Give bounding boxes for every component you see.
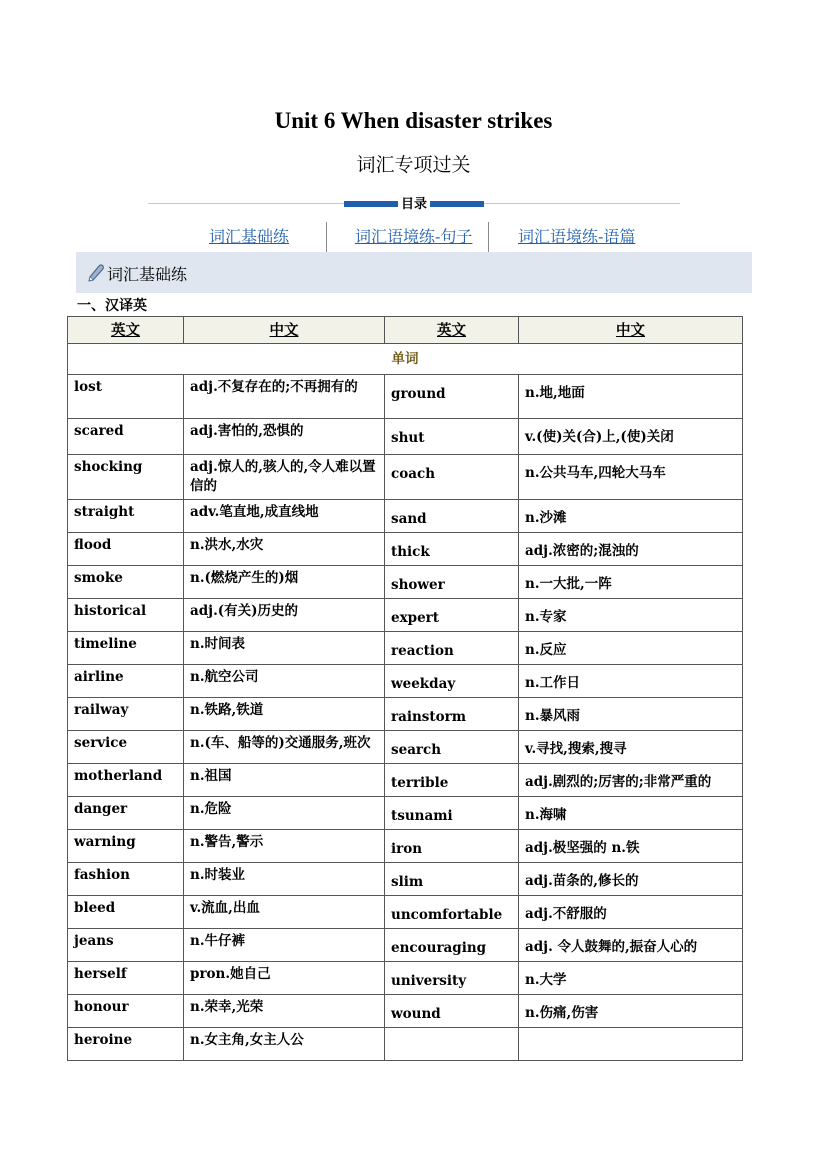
- english-word: shocking: [68, 455, 184, 500]
- vocab-table: [67, 316, 743, 1061]
- english-word: reaction: [385, 632, 519, 665]
- chinese-meaning: n.暴风雨: [519, 698, 743, 731]
- english-word: railway: [68, 698, 184, 731]
- chinese-meaning: adj.(有关)历史的: [184, 599, 385, 632]
- toc-separator: [326, 222, 327, 252]
- table-row: [68, 375, 743, 419]
- page-title: Unit 6 When disaster strikes: [274, 108, 553, 133]
- english-word: service: [68, 731, 184, 764]
- chinese-meaning: n.大学: [519, 962, 743, 995]
- header-english: 英文: [68, 317, 184, 344]
- table-row: [68, 995, 743, 1028]
- english-word: wound: [385, 995, 519, 1028]
- english-word: weekday: [385, 665, 519, 698]
- header-chinese: 中文: [184, 317, 385, 344]
- english-word: honour: [68, 995, 184, 1028]
- chinese-meaning: n.工作日: [519, 665, 743, 698]
- section-label: 词汇基础练: [107, 265, 188, 284]
- english-word: [385, 1028, 519, 1061]
- table-row: [68, 455, 743, 500]
- chinese-meaning: adj.不复存在的;不再拥有的: [184, 375, 385, 419]
- toc-link-basic[interactable]: 词汇基础练: [209, 227, 290, 246]
- part-heading: 一、汉译英: [77, 298, 147, 314]
- header-english: 英文: [385, 317, 519, 344]
- chinese-meaning: n.航空公司: [184, 665, 385, 698]
- chinese-meaning: adj.不舒服的: [519, 896, 743, 929]
- chinese-meaning: n.铁路,铁道: [184, 698, 385, 731]
- chinese-meaning: v.(使)关(合)上,(使)关闭: [519, 419, 743, 455]
- chinese-meaning: n.伤痛,伤害: [519, 995, 743, 1028]
- table-row: [68, 419, 743, 455]
- chinese-meaning: adj. 令人鼓舞的,振奋人心的: [519, 929, 743, 962]
- english-word: warning: [68, 830, 184, 863]
- english-word: rainstorm: [385, 698, 519, 731]
- table-row: [68, 566, 743, 599]
- english-word: sand: [385, 500, 519, 533]
- english-word: university: [385, 962, 519, 995]
- table-row: [68, 962, 743, 995]
- english-word: lost: [68, 375, 184, 419]
- chinese-meaning: adj.苗条的,修长的: [519, 863, 743, 896]
- chinese-meaning: adj.害怕的,恐惧的: [184, 419, 385, 455]
- english-word: timeline: [68, 632, 184, 665]
- table-row: [68, 599, 743, 632]
- chinese-meaning: v.寻找,搜索,搜寻: [519, 731, 743, 764]
- pen-icon: [86, 262, 106, 282]
- chinese-meaning: n.反应: [519, 632, 743, 665]
- table-row: [68, 896, 743, 929]
- chinese-meaning: n.沙滩: [519, 500, 743, 533]
- page-subtitle: 词汇专项过关: [356, 154, 471, 176]
- english-word: straight: [68, 500, 184, 533]
- chinese-meaning: n.一大批,一阵: [519, 566, 743, 599]
- table-row: [68, 764, 743, 797]
- chinese-meaning: n.时间表: [184, 632, 385, 665]
- english-word: jeans: [68, 929, 184, 962]
- table-row: [68, 797, 743, 830]
- english-word: flood: [68, 533, 184, 566]
- toc-bar-right: [428, 201, 484, 207]
- chinese-meaning: n.女主角,女主人公: [184, 1028, 385, 1061]
- toc-separator: [488, 222, 489, 252]
- toc-label: 目录: [398, 193, 430, 212]
- chinese-meaning: adj.浓密的;混浊的: [519, 533, 743, 566]
- toc-link-sentence[interactable]: 词汇语境练-句子: [355, 227, 473, 246]
- english-word: uncomfortable: [385, 896, 519, 929]
- chinese-meaning: n.地,地面: [519, 375, 743, 419]
- english-word: thick: [385, 533, 519, 566]
- chinese-meaning: n.公共马车,四轮大马车: [519, 455, 743, 500]
- chinese-meaning: v.流血,出血: [184, 896, 385, 929]
- chinese-meaning: n.荣幸,光荣: [184, 995, 385, 1028]
- english-word: iron: [385, 830, 519, 863]
- english-word: slim: [385, 863, 519, 896]
- chinese-meaning: adj.剧烈的;厉害的;非常严重的: [519, 764, 743, 797]
- section-header: [76, 252, 752, 293]
- english-word: airline: [68, 665, 184, 698]
- table-row: [68, 830, 743, 863]
- table-row: [68, 665, 743, 698]
- english-word: herself: [68, 962, 184, 995]
- chinese-meaning: n.时装业: [184, 863, 385, 896]
- table-row: [68, 1028, 743, 1061]
- toc-bar-left: [344, 201, 400, 207]
- toc-links: [0, 222, 827, 252]
- table-row: [68, 698, 743, 731]
- english-word: bleed: [68, 896, 184, 929]
- chinese-meaning: n.警告,警示: [184, 830, 385, 863]
- english-word: smoke: [68, 566, 184, 599]
- chinese-meaning: pron.她自己: [184, 962, 385, 995]
- table-row: [68, 533, 743, 566]
- chinese-meaning: n.(燃烧产生的)烟: [184, 566, 385, 599]
- english-word: motherland: [68, 764, 184, 797]
- chinese-meaning: n.海啸: [519, 797, 743, 830]
- english-word: scared: [68, 419, 184, 455]
- english-word: encouraging: [385, 929, 519, 962]
- table-row: [68, 731, 743, 764]
- english-word: shower: [385, 566, 519, 599]
- chinese-meaning: adv.笔直地,成直线地: [184, 500, 385, 533]
- header-chinese: 中文: [519, 317, 743, 344]
- table-row: [68, 929, 743, 962]
- group-label: 单词: [68, 344, 743, 375]
- english-word: search: [385, 731, 519, 764]
- chinese-meaning: n.专家: [519, 599, 743, 632]
- chinese-meaning: n.祖国: [184, 764, 385, 797]
- chinese-meaning: adj.惊人的,骇人的,令人难以置信的: [184, 455, 385, 500]
- english-word: historical: [68, 599, 184, 632]
- english-word: shut: [385, 419, 519, 455]
- table-row: [68, 500, 743, 533]
- chinese-meaning: [519, 1028, 743, 1061]
- chinese-meaning: n.(车、船等的)交通服务,班次: [184, 731, 385, 764]
- english-word: terrible: [385, 764, 519, 797]
- table-row: [68, 632, 743, 665]
- english-word: tsunami: [385, 797, 519, 830]
- chinese-meaning: adj.极坚强的 n.铁: [519, 830, 743, 863]
- english-word: ground: [385, 375, 519, 419]
- english-word: danger: [68, 797, 184, 830]
- english-word: expert: [385, 599, 519, 632]
- table-row: [68, 863, 743, 896]
- english-word: fashion: [68, 863, 184, 896]
- english-word: heroine: [68, 1028, 184, 1061]
- english-word: coach: [385, 455, 519, 500]
- chinese-meaning: n.洪水,水灾: [184, 533, 385, 566]
- chinese-meaning: n.牛仔裤: [184, 929, 385, 962]
- toc-link-passage[interactable]: 词汇语境练-语篇: [518, 227, 636, 246]
- chinese-meaning: n.危险: [184, 797, 385, 830]
